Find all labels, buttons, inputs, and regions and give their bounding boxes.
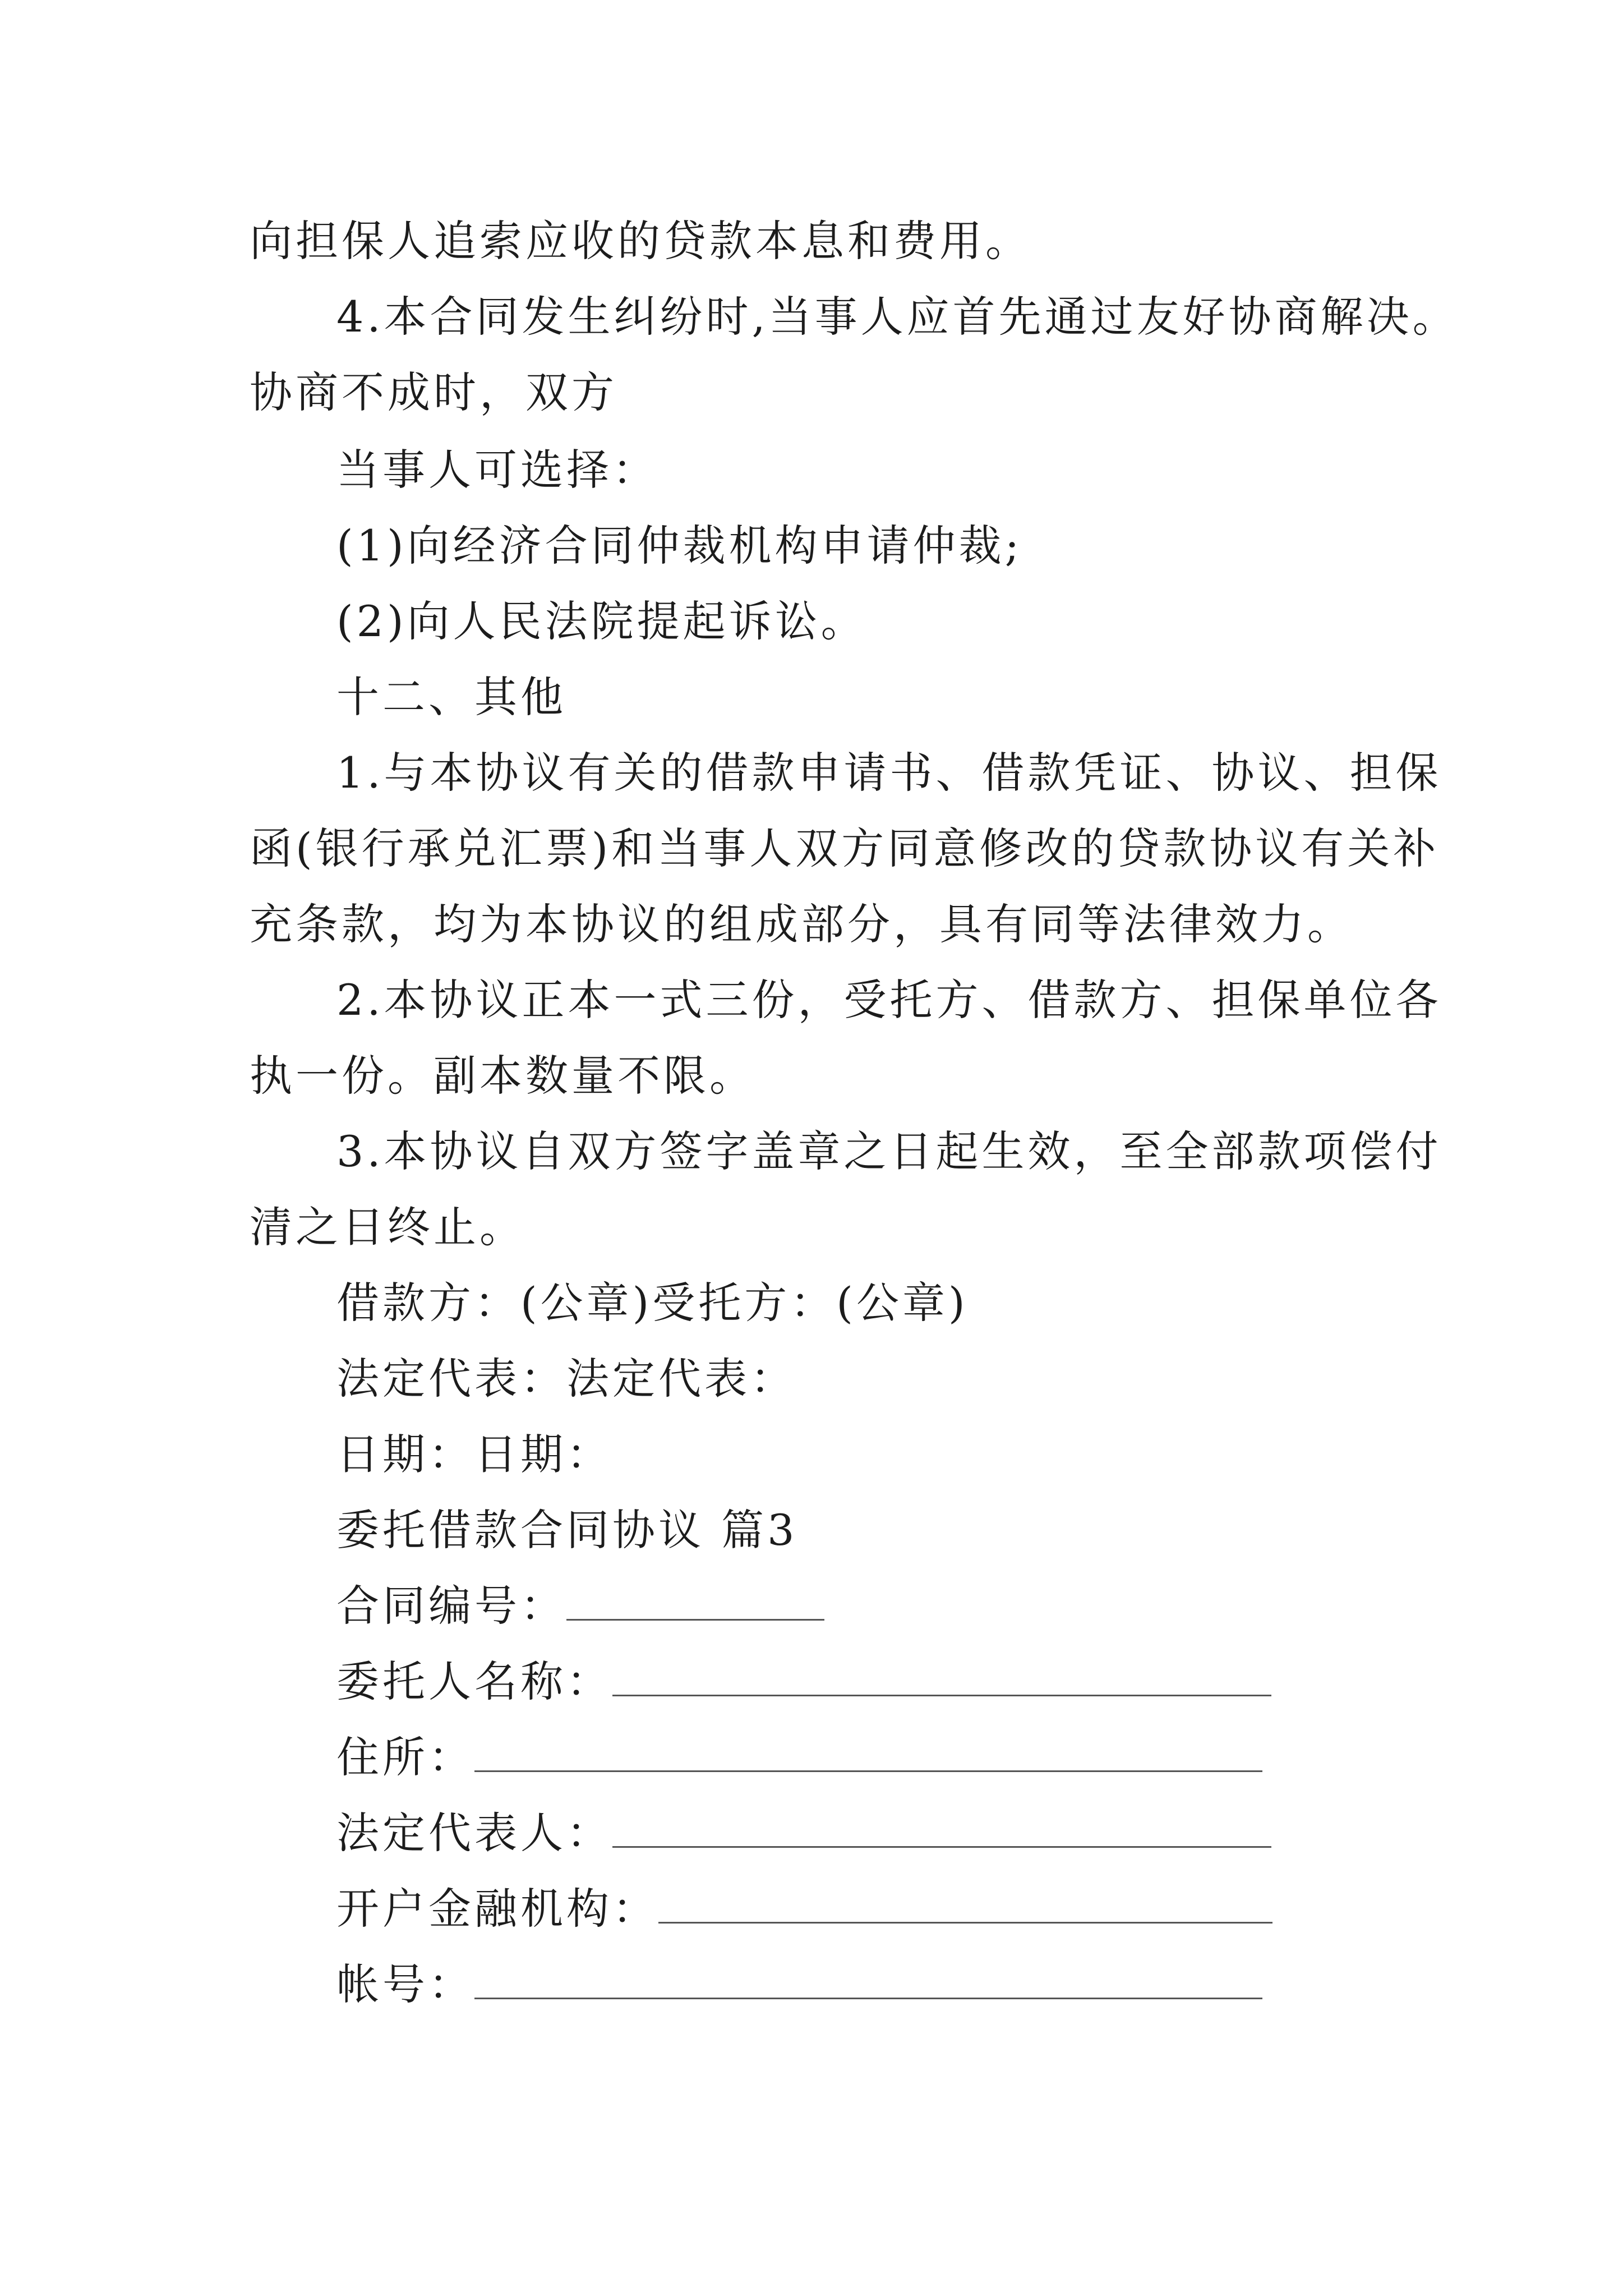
- text-line: 3.本协议自双方签字盖章之日起生效，至全部款项偿付: [336, 1126, 1442, 1176]
- form-field-contract-number: [336, 1581, 824, 1631]
- fill-in-blank: [566, 1585, 824, 1621]
- form-field-label: 帐号：: [336, 1959, 474, 2009]
- text-line: 4.本合同发生纠纷时,当事人应首先通过友好协商解决。: [336, 292, 1459, 342]
- text-line: 清之日终止。: [250, 1202, 525, 1252]
- form-field-label: 法定代表人：: [336, 1808, 612, 1858]
- section-heading: 委托借款合同协议 篇3: [336, 1505, 798, 1555]
- form-field-address: [336, 1732, 1262, 1782]
- text-line: 协商不成时，双方: [250, 367, 617, 417]
- form-field-legal-representative: [336, 1808, 1271, 1858]
- fill-in-blank: [658, 1888, 1272, 1924]
- form-field-bank: [336, 1884, 1272, 1934]
- form-field-label: 开户金融机构：: [336, 1884, 658, 1934]
- text-line: 执一份。副本数量不限。: [250, 1051, 755, 1101]
- form-field-label: 委托人名称：: [336, 1657, 612, 1706]
- text-line: (1)向经济合同仲裁机构申请仲裁;: [336, 521, 1023, 570]
- section-heading: 十二、其他: [336, 672, 566, 722]
- text-line: 2.本协议正本一式三份，受托方、借款方、担保单位各: [336, 975, 1442, 1025]
- fill-in-blank: [612, 1812, 1271, 1848]
- signature-line: 法定代表：法定代表：: [336, 1354, 796, 1404]
- form-field-account-number: [336, 1959, 1262, 2009]
- fill-in-blank: [474, 1737, 1262, 1772]
- fill-in-blank: [474, 1964, 1262, 1999]
- text-line: 充条款，均为本协议的组成部分，具有同等法律效力。: [250, 899, 1353, 949]
- fill-in-blank: [612, 1661, 1271, 1696]
- text-line: (2)向人民法院提起诉讼。: [336, 596, 867, 646]
- text-line: 向担保人追索应收的贷款本息和费用。: [250, 216, 1031, 266]
- form-field-principal-name: [336, 1657, 1271, 1706]
- signature-line: 日期：日期：: [336, 1429, 612, 1479]
- text-line: 当事人可选择：: [336, 445, 658, 495]
- form-field-label: 住所：: [336, 1732, 474, 1782]
- form-field-label: 合同编号：: [336, 1581, 566, 1631]
- text-line: 1.与本协议有关的借款申请书、借款凭证、协议、担保: [336, 748, 1442, 798]
- signature-line: 借款方：(公章)受托方：(公章): [336, 1278, 969, 1328]
- text-line: 函(银行承兑汇票)和当事人双方同意修改的贷款协议有关补: [250, 823, 1440, 873]
